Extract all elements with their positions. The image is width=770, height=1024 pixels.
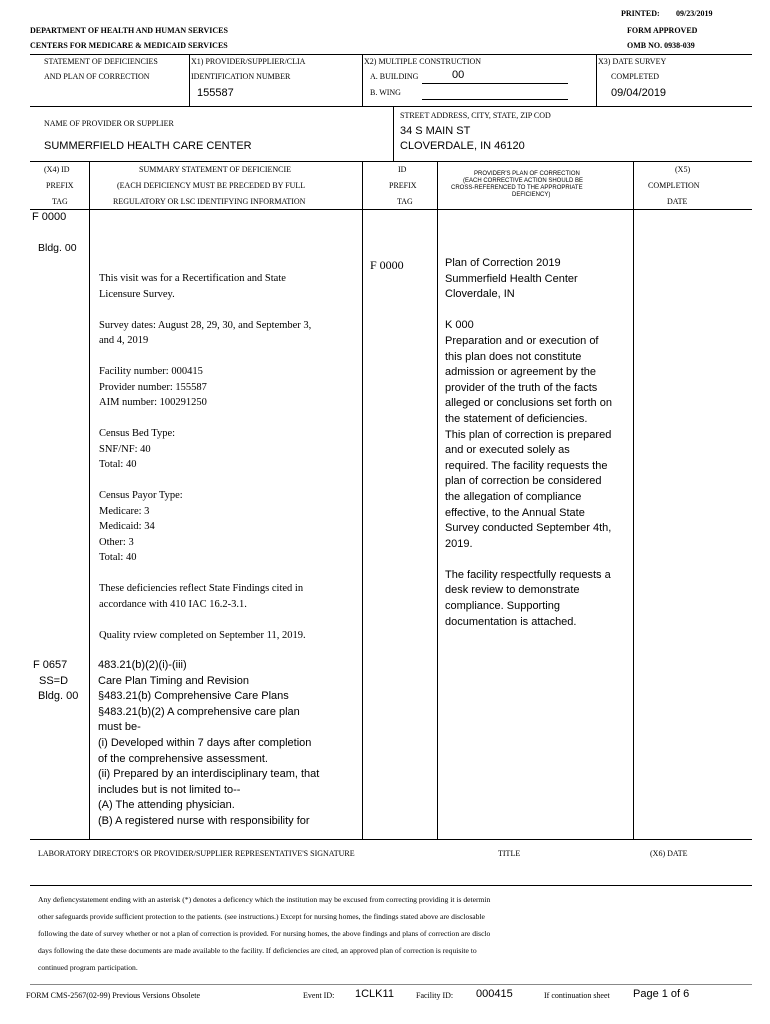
building-value: 00 — [452, 69, 465, 81]
poc-label-4: DEFICIENCY) — [512, 192, 551, 198]
x5-label-2: COMPLETION — [648, 181, 700, 190]
x1-label-2: IDENTIFICATION NUMBER — [191, 72, 291, 81]
address-line1: 34 S MAIN ST — [400, 125, 471, 137]
summary-label-2: (EACH DEFICIENCY MUST BE PRECEDED BY FULL — [117, 181, 306, 190]
summary-label-3: REGULATORY OR LSC IDENTIFYING INFORMATION — [113, 197, 306, 206]
x2-label: X2) MULTIPLE CONSTRUCTION — [364, 57, 482, 66]
id-label-1: ID — [398, 165, 407, 174]
summary-label-1: SUMMARY STATEMENT OF DEFICIENCIE — [139, 165, 292, 174]
tag-f0000: F 0000 — [32, 211, 67, 223]
bldg-00: Bldg. 00 — [38, 242, 77, 254]
wing-label: B. WING — [370, 88, 401, 97]
facility-id-label: Facility ID: — [416, 991, 454, 1000]
provider-name: SUMMERFIELD HEALTH CARE CENTER — [44, 140, 252, 152]
f0657-regulation-text: 483.21(b)(2)(i)-(iii) Care Plan Timing and Revision §483.21(b) Comprehensive Care Plans §483.21(b)(2) A comprehensive care plan must be- (i) Developed within 7 days after completion of the comprehensive assessment. (ii) Prepared by an interdisciplinary team, that includes but is not limited to-- (A) The attending physician. (B) A registered nurse with responsibility for — [98, 659, 320, 827]
plan-of-correction: Plan of Correction 2019 Summerfield Health Center Cloverdale, IN K 000 Preparation and or execution of this plan does not constitute admission or agreement by the provider of the truth of the facts alleged or conclusions set forth on the statement of deficiencies. This plan of correction is prepared and or executed solely as required. The facility requests the plan of correction be considered the allegation of compliance effective, to the Annual State Survey conducted September 4th, 2019. The facility respectfully requests a desk review to demonstrate compliance. Supporting documentation is attached. — [445, 257, 612, 628]
statement-label-1: STATEMENT OF DEFICIENCIES — [44, 57, 158, 66]
address-line2: CLOVERDALE, IN 46120 — [400, 140, 525, 152]
printed-label: PRINTED: — [621, 9, 660, 18]
event-id-label: Event ID: — [303, 991, 335, 1000]
page-number: Page 1 of 6 — [633, 988, 690, 1000]
provider-name-label: NAME OF PROVIDER OR SUPPLIER — [44, 119, 174, 128]
deficiency-narrative: This visit was for a Recertification and State Licensure Survey. Survey dates: August 28, 29, 30, and September 3, and 4, 2019 Facility number: 000415 Provider number: 155587 AIM number: 100291250 Census Bed Type: SNF/NF: 40 Total: 40 Census Payor Type: Medicare: 3 Medicaid: 34 Other: 3 Total: 40 These deficiencies reflect State Findings cited in accordance with 410 IAC 16.2-3.1. Quality rview completed on September 11, 2019. — [99, 273, 312, 641]
poc-label-2: (EACH CORRECTIVE ACTION SHOULD BE — [463, 178, 584, 184]
building-label: A. BUILDING — [370, 72, 419, 81]
agency-line2: CENTERS FOR MEDICARE & MEDICAID SERVICES — [30, 41, 228, 50]
x5-label-3: DATE — [667, 197, 688, 206]
poc-label-3: CROSS-REFERENCED TO THE APPROPRIATE — [451, 185, 583, 191]
printed-date: 09/23/2019 — [676, 9, 713, 18]
agency-line1: DEPARTMENT OF HEALTH AND HUMAN SERVICES — [30, 26, 228, 35]
id-label-2: PREFIX — [389, 181, 417, 190]
completed-label: COMPLETED — [611, 72, 659, 81]
x4-label-2: PREFIX — [46, 181, 74, 190]
x6-date-label: (X6) DATE — [650, 849, 688, 858]
form-number: FORM CMS-2567(02-99) Previous Versions Obsolete — [26, 991, 201, 1000]
continuation-label: If continuation sheet — [544, 991, 610, 1000]
provider-number: 155587 — [197, 87, 234, 99]
x3-label: X3) DATE SURVEY — [598, 57, 667, 66]
survey-date: 09/04/2019 — [611, 87, 667, 99]
id-label-3: TAG — [397, 197, 413, 206]
event-id-value: 1CLK11 — [355, 988, 394, 1000]
x4-label-3: TAG — [52, 197, 68, 206]
x5-label-1: (X5) — [675, 165, 691, 174]
omb-number: OMB NO. 0938-039 — [627, 41, 695, 50]
tag-f0657: F 0657 SS=D Bldg. 00 — [33, 659, 79, 703]
signature-label: LABORATORY DIRECTOR'S OR PROVIDER/SUPPLIER REPRESENTATIVE'S SIGNATURE — [38, 849, 355, 858]
x1-label: X1) PROVIDER/SUPPLIER/CLIA — [191, 57, 306, 66]
form-approved: FORM APPROVED — [627, 26, 698, 35]
x4-label-1: (X4) ID — [44, 165, 70, 174]
statement-label-2: AND PLAN OF CORRECTION — [44, 72, 150, 81]
address-label: STREET ADDRESS, CITY, STATE, ZIP COD — [400, 111, 551, 120]
tag-f0000-right: F 0000 — [370, 258, 404, 272]
facility-id-value: 000415 — [476, 988, 513, 1000]
disclaimer-text: Any defiencystatement ending with an asterisk (*) denotes a deficency which the institution may be excused from correcting providing it is determin other safeguards provide sufficient protection to the patients. (see instructions.) Except for nursing homes, the findings stated above are disclosable following the date of survey whether or not a plan of correction is provided. For nursing homes, the above findings and plans of correction are disclo days following the date these documents are made available to the facility. If deficiencies are cited, an approved plan of correction is requisite to continued program participation. — [38, 895, 491, 972]
poc-label-1: PROVIDER'S PLAN OF CORRECTION — [474, 171, 580, 177]
title-label: TITLE — [498, 849, 521, 858]
